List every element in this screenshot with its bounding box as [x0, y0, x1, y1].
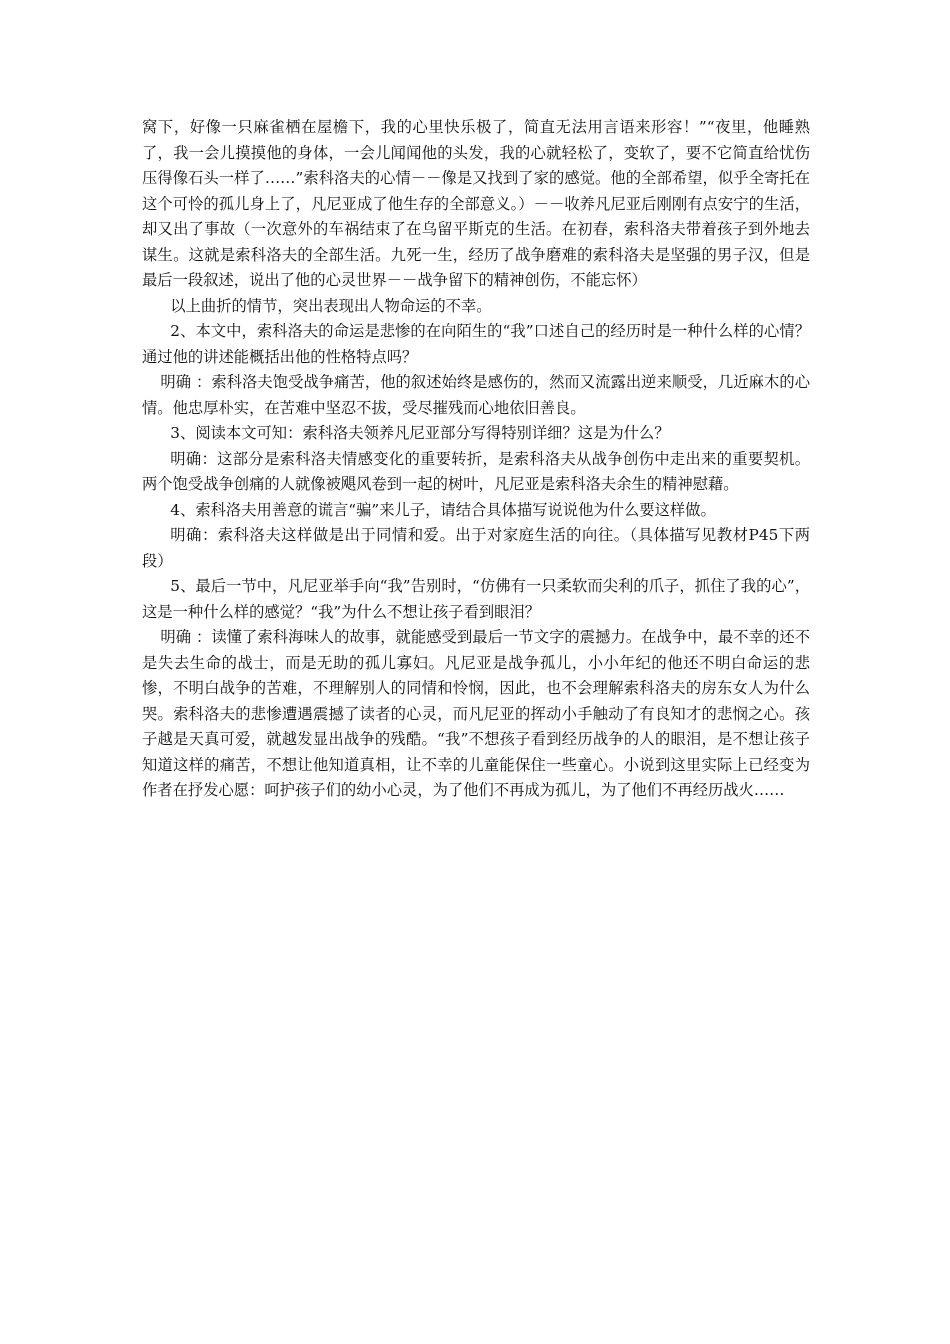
paragraph-plot-conclusion: 以上曲折的情节，突出表现出人物命运的不幸。	[170, 296, 492, 315]
answer-2: 明确 ：索科洛夫饱受战争痛苦，他的叙述始终是感伤的，然而又流露出逆来顺受，几近麻木的心情。他忠厚朴实，在苦难中坚忍不拔，受尽摧残而心地依旧善良。	[142, 373, 810, 417]
question-5: 5、最后一节中，凡尼亚举手向“我”告别时，“仿佛有一只柔软而尖利的爪子，抓住了我的心”，这是一种什么样的感觉？“我”为什么不想让孩子看到眼泪？	[142, 577, 810, 621]
question-2: 2、本文中，索科洛夫的命运是悲惨的在向陌生的“我”口述自己的经历时是一种什么样的心情？通过他的讲述能概括出他的性格特点吗？	[142, 322, 810, 366]
paragraph-story-summary: 窝下，好像一只麻雀栖在屋檐下，我的心里快乐极了，简直无法用言语来形容！”“夜里，他睡熟了，我一会儿摸摸他的身体，一会儿闻闻他的头发，我的心就轻松了，变软了，要不它简直给忧伤压得像石头一样了……”索科洛夫的心情－－像是又找到了家的感觉。他的全部希望，似乎全寄托在这个可怜的孤儿身上了，凡尼亚成了他生存的全部意义。）－－收养凡尼亚后刚刚有点安宁的生活，却又出了事故（一次意外的车祸结束了在乌留平斯克的生活。在初春，索科洛夫带着孩子到外地去谋生。这就是索科洛夫的全部生活。九死一生，经历了战争磨难的索科洛夫是坚强的男子汉，但是最后一段叙述，说出了他的心灵世界－－战争留下的精神创伤，不能忘怀）	[142, 118, 810, 289]
answer-5: 明确 ：读懂了索科海味人的故事，就能感受到最后一节文字的震撼力。在战争中，最不幸的还不是失去生命的战士，而是无助的孤儿寡妇。凡尼亚是战争孤儿，小小年纪的他还不明白命运的悲惨，不明白战争的苦难，不理解别人的同情和怜悯，因此，也不会理解索科洛夫的房东女人为什么哭。索科洛夫的悲惨遭遇震撼了读者的心灵，而凡尼亚的挥动小手触动了有良知才的悲悯之心。孩子越是天真可爱，就越发显出战争的残酷。“我”不想孩子看到经历战争的人的眼泪，是不想让孩子知道这样的痛苦，不想让他知道真相，让不幸的儿童能保住一些童心。小说到这里实际上已经变为作者在抒发心愿：呵护孩子们的幼小心灵，为了他们不再成为孤儿，为了他们不再经历战火……	[142, 628, 810, 799]
question-3: 3、阅读本文可知：索科洛夫领养凡尼亚部分写得特别详细？这是为什么？	[170, 424, 670, 442]
answer-4: 明确：索科洛夫这样做是出于同情和爱。出于对家庭生活的向往。（具体描写见教材P45下两段）	[142, 526, 810, 570]
document-page	[142, 115, 810, 804]
question-4: 4、索科洛夫用善意的谎言“骗”来儿子，请结合具体描写说说他为什么要这样做。	[170, 500, 716, 519]
answer-3: 明确：这部分是索科洛夫情感变化的重要转折，是索科洛夫从战争创伤中走出来的重要契机。两个饱受战争创痛的人就像被飓风卷到一起的树叶，凡尼亚是索科洛夫余生的精神慰藉。	[142, 449, 810, 493]
